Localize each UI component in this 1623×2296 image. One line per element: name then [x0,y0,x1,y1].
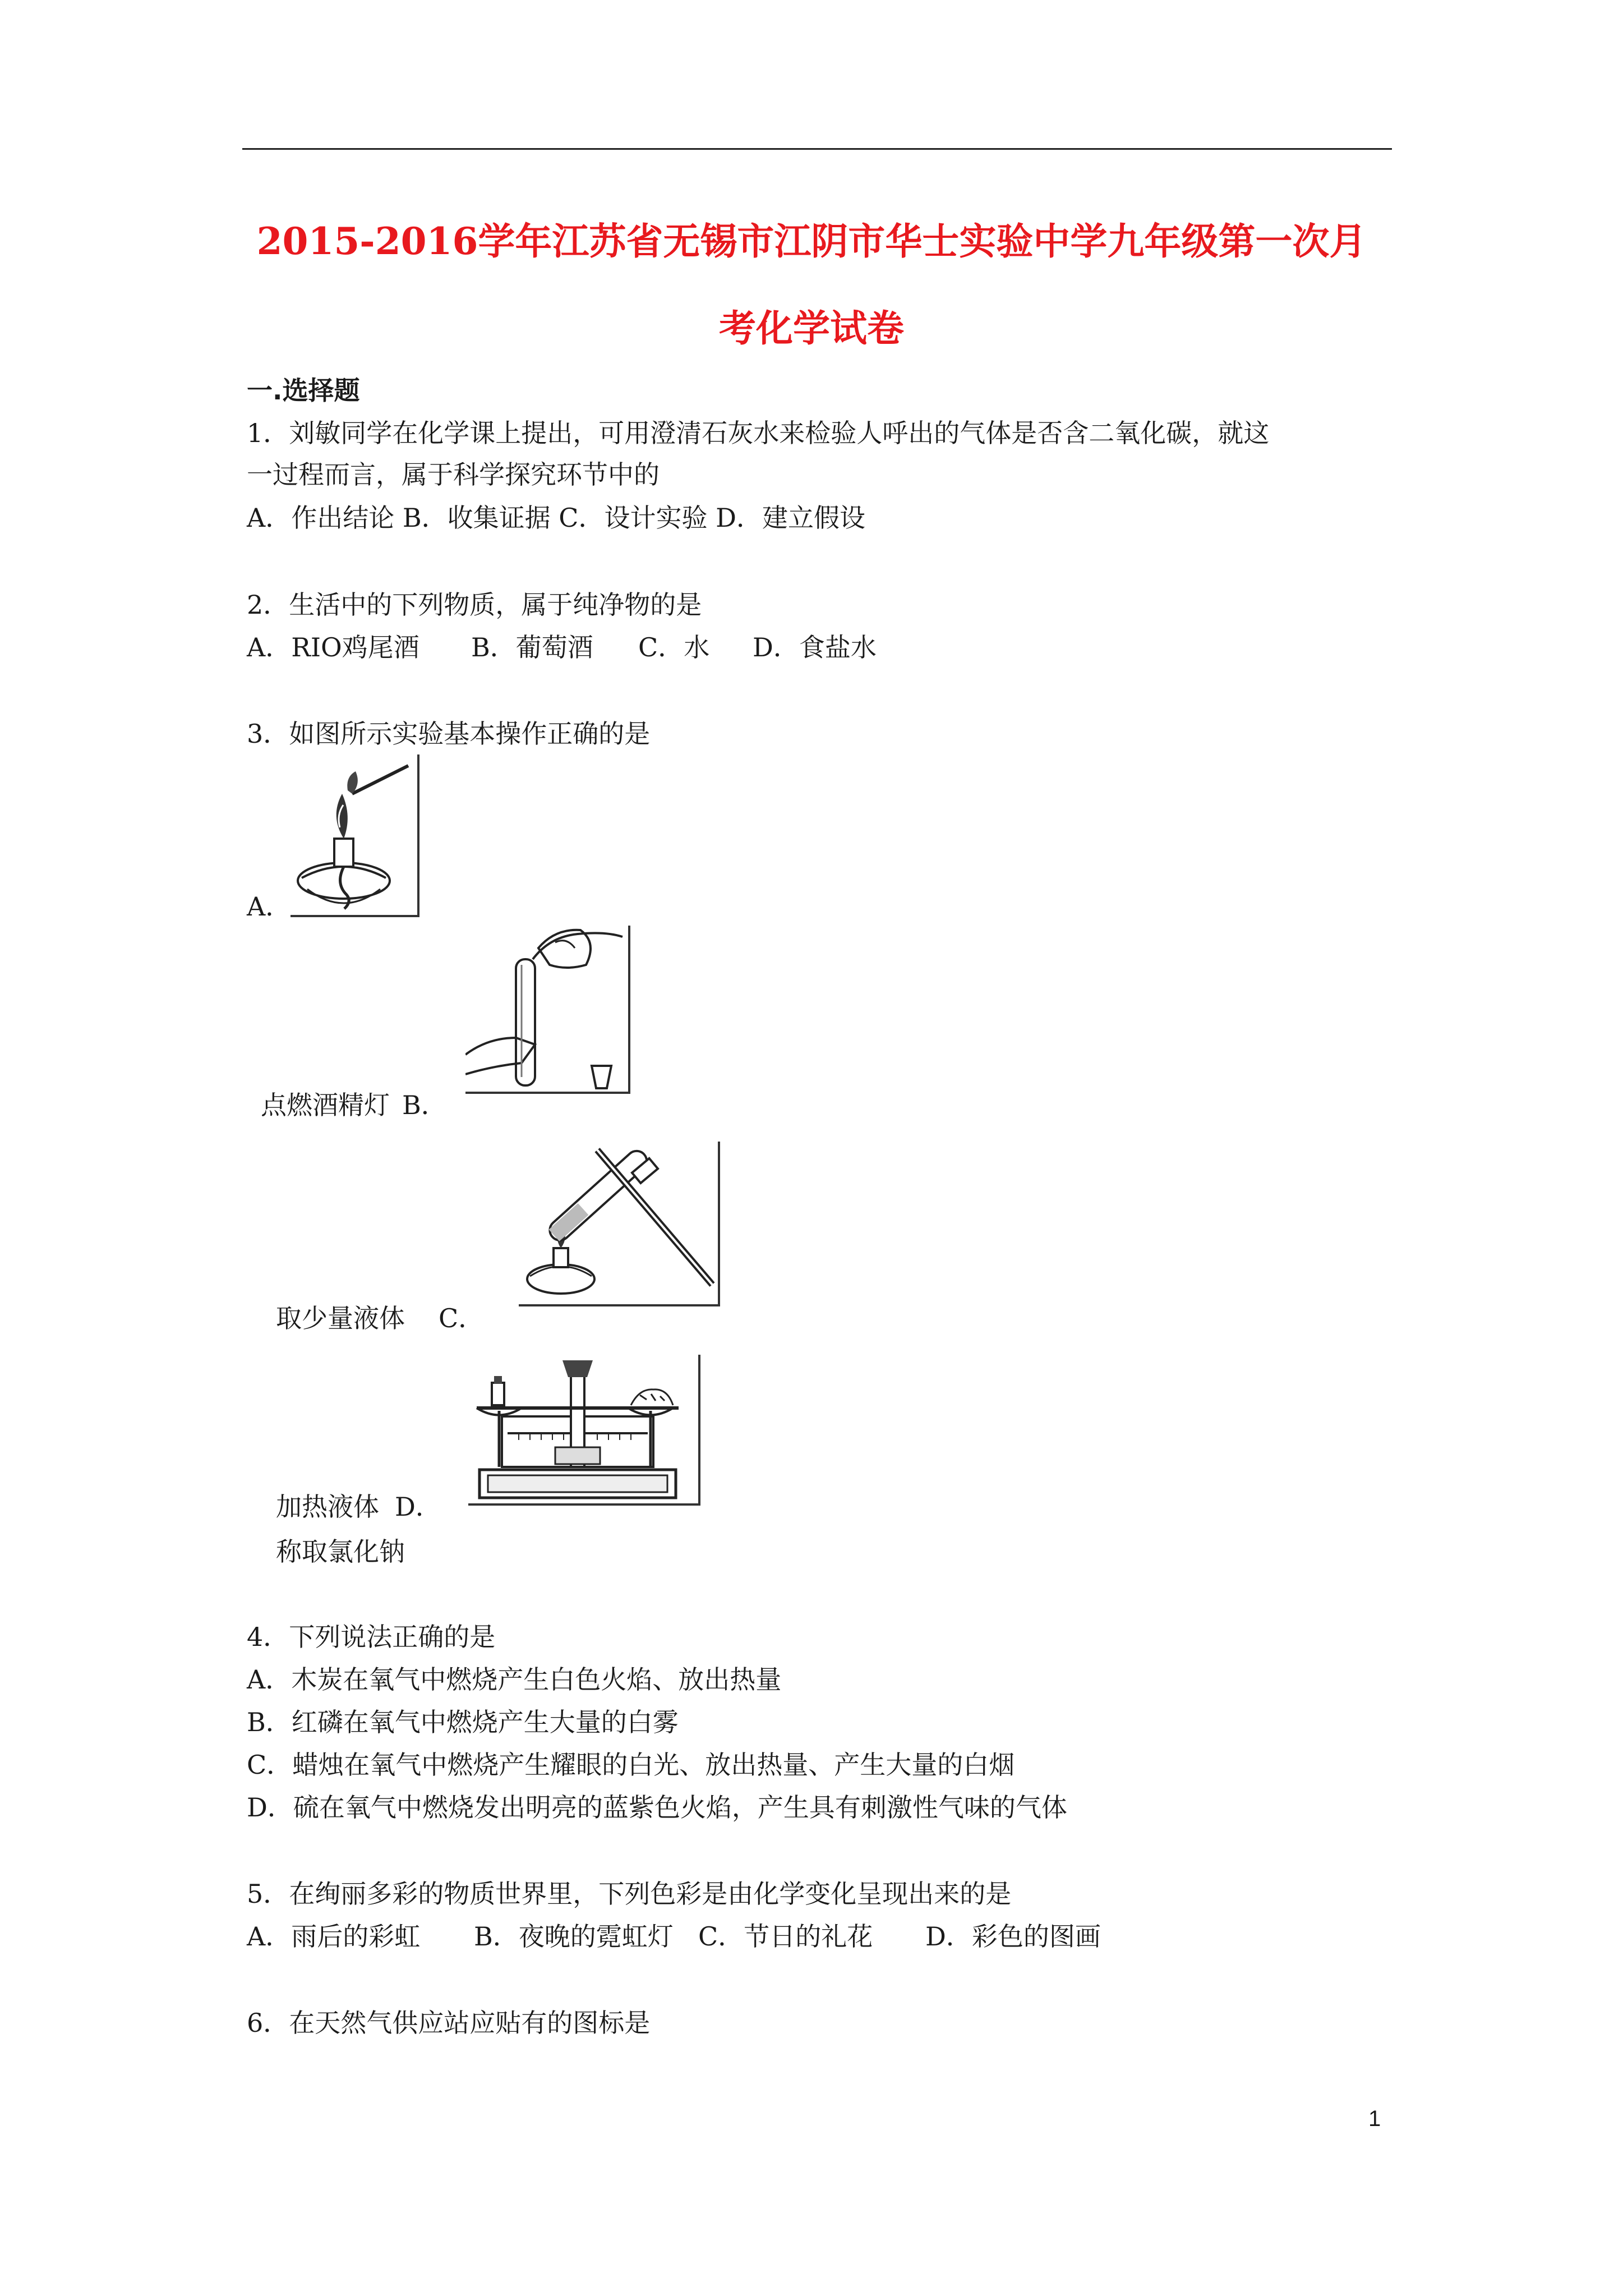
q3-stem: 3．如图所示实验基本操作正确的是 [247,719,651,749]
q4-option-b: B．红磷在氧气中燃烧产生大量的白雾 [247,1707,679,1737]
q1-stem-line-2: 一过程而言，属于科学探究环节中的 [247,459,660,490]
q5-options [247,1921,1101,1952]
q1-options: A．作出结论 B．收集证据 C．设计实验 D．建立假设 [247,503,865,533]
q2-option-a: A．RIO鸡尾酒 [247,632,419,662]
q2-option-c: C．水 [638,632,710,662]
q4-option-d: D．硫在氧气中燃烧发出明亮的蓝紫色火焰，产生具有刺激性气味的气体 [247,1792,1067,1823]
section-heading: 一.选择题 [247,375,360,406]
q3-caption-d: 称取氯化钠 [276,1536,405,1567]
q4-stem: 4．下列说法正确的是 [247,1622,496,1652]
exam-title-line-1: 2015-2016学年江苏省无锡市江阴市华士实验中学九年级第一次月 [256,219,1367,263]
q3-label-b: B． [402,1090,447,1120]
q2-option-b: B．葡萄酒 [471,632,593,662]
q3-label-d: D． [395,1492,441,1522]
figure-take-liquid [465,926,630,1094]
q5-option-b: B．夜晚的霓虹灯 [474,1921,674,1952]
q3-label-a: A． [247,891,292,922]
q1-stem-line-1: 1．刘敏同学在化学课上提出，可用澄清石灰水来检验人呼出的气体是否含二氧化碳，就这 [247,418,1270,448]
q6-stem: 6．在天然气供应站应贴有的图标是 [247,2008,651,2038]
q3-caption-b-line [276,1303,484,1334]
q3-label-c: C． [439,1303,485,1333]
figure-heat-liquid [519,1142,720,1306]
header-rule [242,148,1392,150]
q4-option-a: A．木炭在氧气中燃烧产生白色火焰、放出热量 [247,1664,782,1695]
figure-weigh-sodium-chloride [468,1355,700,1506]
q3-caption-a: 点燃酒精灯 [261,1090,390,1120]
q5-stem: 5．在绚丽多彩的物质世界里，下列色彩是由化学变化呈现出来的是 [247,1879,1012,1909]
q2-stem: 2．生活中的下列物质，属于纯净物的是 [247,590,702,620]
figure-light-alcohol-lamp [291,754,419,917]
q3-caption-b: 取少量液体 [276,1303,405,1333]
q5-option-d: D．彩色的图画 [925,1921,1101,1952]
q4-option-c: C．蜡烛在氧气中燃烧产生耀眼的白光、放出热量、产生大量的白烟 [247,1750,1015,1780]
q5-option-a: A．雨后的彩虹 [247,1921,421,1952]
q3-caption-a-line [261,1089,447,1121]
q3-caption-c: 加热液体 [276,1492,379,1522]
q2-options [247,632,877,663]
q3-caption-c-line [276,1491,441,1522]
q2-option-d: D．食盐水 [753,632,877,662]
q5-option-c: C．节日的礼花 [698,1921,873,1952]
page-number: 1 [1368,2106,1381,2131]
exam-title-line-2: 考化学试卷 [719,306,904,350]
